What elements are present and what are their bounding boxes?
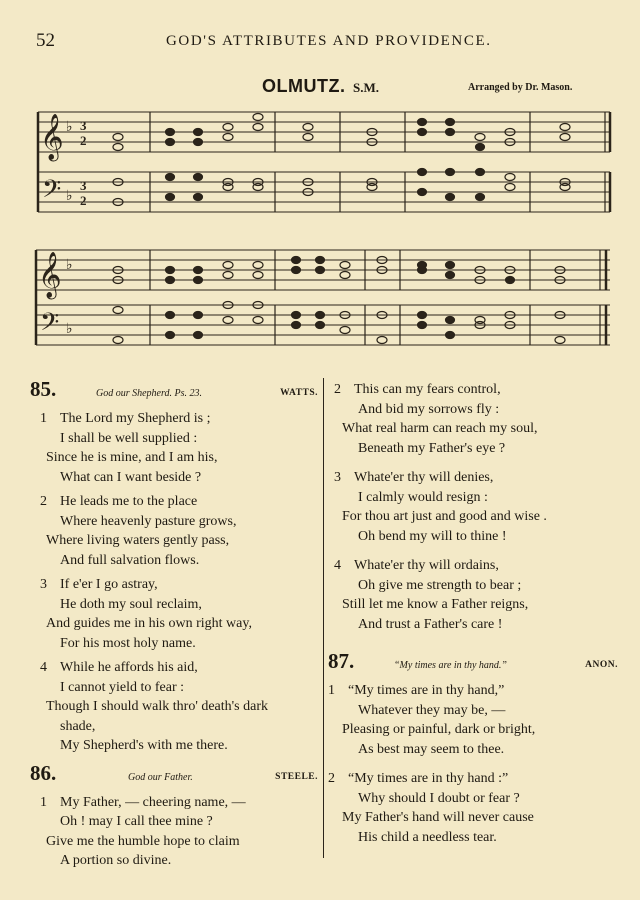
hymn-author: ANON. bbox=[585, 660, 618, 670]
column-divider bbox=[323, 378, 324, 858]
verse-line: Why should I doubt or fear ? bbox=[358, 790, 520, 806]
verse-line: I cannot yield to fear : bbox=[60, 679, 185, 695]
hymn-number: 85. bbox=[30, 377, 57, 401]
verse-line: He leads me to the place bbox=[60, 494, 198, 509]
hymn-number: 86. bbox=[30, 760, 57, 785]
verse-line: He doth my soul reclaim, bbox=[60, 596, 202, 612]
verse-line: This can my fears control, bbox=[354, 382, 501, 397]
verse-line: Give me the humble hope to claim bbox=[46, 833, 240, 849]
tune-meter: S.M. bbox=[353, 80, 379, 95]
verse-line: For his most holy name. bbox=[60, 635, 196, 651]
music-score bbox=[0, 0, 640, 380]
hymn-author: WATTS. bbox=[280, 388, 318, 398]
staff-lines bbox=[36, 250, 610, 345]
verse-line: Beneath my Father's eye ? bbox=[358, 440, 506, 456]
time-signature: 2 bbox=[80, 193, 87, 208]
hymn-author: STEELE. bbox=[275, 771, 318, 782]
verse bbox=[328, 769, 628, 847]
hymn-subtitle: God our Father. bbox=[128, 771, 193, 783]
page-number: 52 bbox=[36, 30, 55, 51]
left-column bbox=[30, 377, 320, 871]
verse-line: Pleasing or painful, dark or bright, bbox=[342, 722, 536, 737]
treble-clef-icon: 𝄞 bbox=[40, 114, 64, 159]
treble-clef-icon: 𝄞 bbox=[38, 252, 62, 297]
verse bbox=[328, 380, 628, 458]
hymn-subtitle: “My times are in thy hand.” bbox=[394, 660, 507, 671]
verse bbox=[30, 492, 320, 570]
verse-line: While he affords his aid, bbox=[60, 660, 198, 675]
verse-line: I calmly would resign : bbox=[358, 489, 488, 505]
verse-line: I shall be well supplied : bbox=[60, 430, 198, 446]
music-system-2 bbox=[36, 250, 610, 345]
verse-line: Whate'er thy will denies, bbox=[354, 470, 494, 485]
staff-lines bbox=[38, 112, 610, 212]
verse-line: Where heavenly pasture grows, bbox=[60, 513, 237, 529]
verse-line: Still let me know a Father reigns, bbox=[342, 597, 529, 612]
verse-number: 2 bbox=[40, 494, 47, 509]
verse-line: Whate'er thy will ordains, bbox=[354, 558, 499, 573]
verse-number: 1 bbox=[328, 683, 335, 698]
barlines bbox=[36, 250, 606, 345]
verse bbox=[328, 556, 628, 634]
verse-line: Whatever they may be, — bbox=[358, 702, 506, 718]
verse-line: “My times are in thy hand,” bbox=[348, 683, 505, 698]
verse bbox=[328, 468, 628, 546]
tune-arranger: Arranged by Dr. Mason. bbox=[468, 82, 573, 93]
right-column bbox=[328, 380, 628, 847]
verse bbox=[30, 575, 320, 653]
verse-line: As best may seem to thee. bbox=[358, 741, 505, 757]
verse-line: And guides me in his own right way, bbox=[46, 616, 252, 631]
verse-line: My Father's hand will never cause bbox=[342, 810, 534, 825]
verse-line: “My times are in thy hand :” bbox=[348, 771, 509, 786]
verse-line: And trust a Father's care ! bbox=[358, 616, 503, 632]
hymn-86-continued bbox=[328, 380, 628, 634]
verse-line: My Shepherd's with me there. bbox=[60, 738, 228, 753]
verse-line: And full salvation flows. bbox=[60, 552, 200, 568]
flat-sign-icon: ♭ bbox=[66, 120, 73, 135]
verse-line: Oh give me strength to bear ; bbox=[358, 577, 522, 593]
verse-line: For thou art just and good and wise . bbox=[342, 509, 547, 524]
time-signature: 3 bbox=[80, 178, 87, 193]
time-signature: 2 bbox=[80, 133, 87, 148]
hymn-86 bbox=[30, 760, 320, 871]
verse-line: shade, bbox=[60, 718, 96, 734]
verse-line: And bid my sorrows fly : bbox=[358, 401, 500, 417]
verse-line: What real harm can reach my soul, bbox=[342, 421, 538, 436]
time-signature: 3 bbox=[80, 118, 87, 133]
verse-line: My Father, — cheering name, — bbox=[60, 794, 246, 810]
verse-number: 4 bbox=[40, 660, 47, 675]
verse bbox=[30, 793, 320, 871]
verse-line: The Lord my Shepherd is ; bbox=[60, 411, 211, 426]
hymn-87 bbox=[328, 649, 628, 847]
verse bbox=[30, 658, 320, 756]
verse-line: What can I want beside ? bbox=[60, 469, 202, 485]
flat-sign-icon: ♭ bbox=[66, 258, 73, 273]
verse-number: 3 bbox=[40, 577, 47, 592]
flat-sign-icon: ♭ bbox=[66, 322, 73, 337]
verse-number: 3 bbox=[334, 470, 341, 485]
verse-line: His child a needless tear. bbox=[358, 829, 497, 845]
verse bbox=[328, 681, 628, 759]
hymn-number: 87. bbox=[328, 649, 355, 673]
verse-line: Where living waters gently pass, bbox=[46, 533, 230, 548]
running-title: GOD'S ATTRIBUTES AND PROVIDENCE. bbox=[166, 33, 492, 49]
barlines bbox=[38, 112, 610, 212]
verse-line: A portion so divine. bbox=[60, 853, 172, 868]
verse-number: 2 bbox=[334, 382, 341, 397]
tune-name: OLMUTZ. bbox=[262, 76, 346, 96]
hymn-85 bbox=[30, 377, 320, 756]
verse-number: 1 bbox=[40, 411, 47, 426]
verse-number: 2 bbox=[328, 771, 335, 786]
flat-sign-icon: ♭ bbox=[66, 189, 73, 204]
verse-number: 1 bbox=[40, 794, 47, 810]
bass-clef-icon: 𝄢 bbox=[42, 176, 62, 209]
verse-line: Since he is mine, and I am his, bbox=[46, 450, 218, 465]
verse bbox=[30, 409, 320, 487]
verse-line: Oh bend my will to thine ! bbox=[358, 528, 507, 544]
verse-line: Oh ! may I call thee mine ? bbox=[60, 814, 213, 829]
verse-number: 4 bbox=[334, 558, 341, 573]
verse-line: Though I should walk thro' death's dark bbox=[46, 699, 269, 714]
bass-clef-icon: 𝄢 bbox=[40, 309, 60, 342]
music-system-1 bbox=[38, 112, 610, 212]
verse-line: If e'er I go astray, bbox=[60, 577, 158, 592]
hymn-subtitle: God our Shepherd. Ps. 23. bbox=[96, 388, 203, 399]
